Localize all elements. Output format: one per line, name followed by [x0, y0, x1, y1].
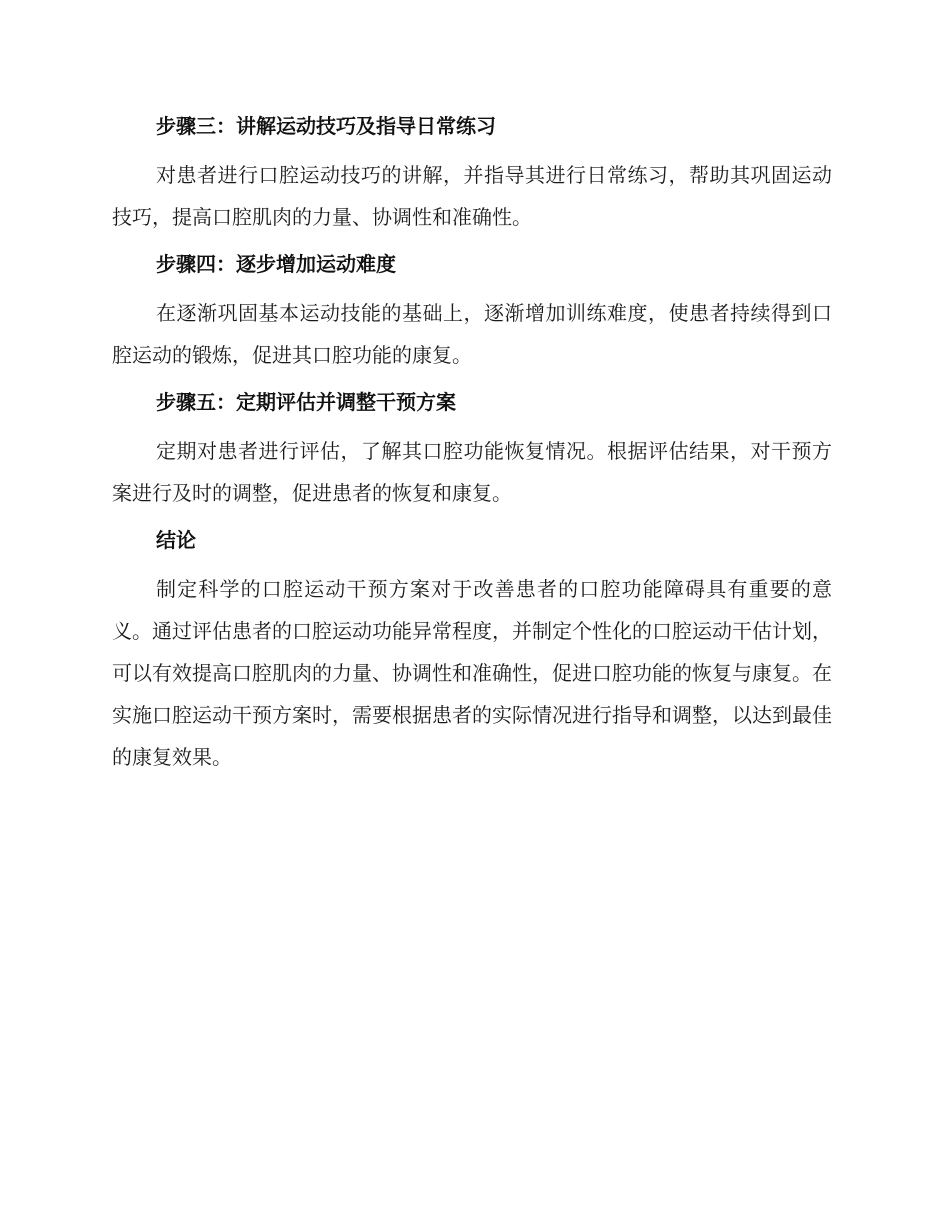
section-heading: 步骤三：讲解运动技巧及指导日常练习	[156, 114, 496, 138]
section-paragraph: 在逐渐巩固基本运动技能的基础上，逐渐增加训练难度，使患者持续得到口腔运动的锻炼，促进其口腔功能的康复。	[112, 301, 832, 367]
document-page	[112, 112, 832, 790]
section-paragraph: 定期对患者进行评估，了解其口腔功能恢复情况。根据评估结果，对干预方案进行及时的调整，促进患者的恢复和康复。	[112, 439, 832, 505]
section-heading: 结论	[156, 528, 196, 552]
section-paragraph: 对患者进行口腔运动技巧的讲解，并指导其进行日常练习，帮助其巩固运动技巧，提高口腔肌肉的力量、协调性和准确性。	[112, 163, 832, 229]
section-conclusion	[112, 526, 832, 778]
section-heading: 步骤五：定期评估并调整干预方案	[156, 390, 456, 414]
section-step-three	[112, 112, 832, 238]
section-step-five	[112, 388, 832, 514]
section-step-four	[112, 250, 832, 376]
section-heading: 步骤四：逐步增加运动难度	[156, 252, 396, 276]
section-paragraph: 制定科学的口腔运动干预方案对于改善患者的口腔功能障碍具有重要的意义。通过评估患者的口腔运动功能异常程度，并制定个性化的口腔运动干估计划，可以有效提高口腔肌肉的力量、协调性和准确性，促进口腔功能的恢复与康复。在实施口腔运动干预方案时，需要根据患者的实际情况进行指导和调整，以达到最佳的康复效果。	[112, 577, 832, 769]
